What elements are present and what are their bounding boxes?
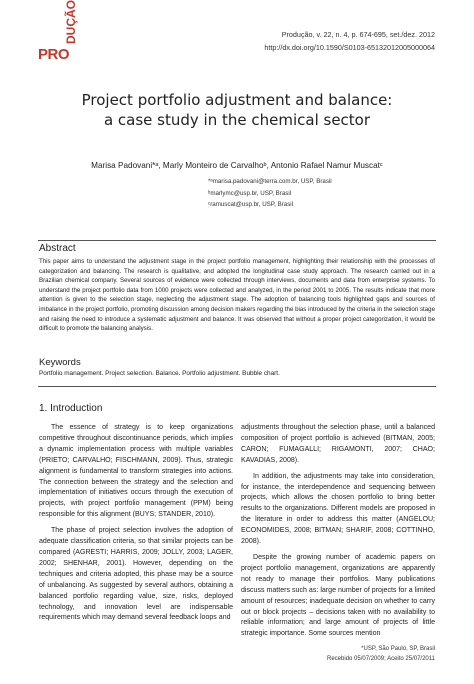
right-paragraph-3: Despite the growing number of academic papers on project portfolio management, organizations are apparently not ready to manage their portfolios. Many publications discuss matters such as: large number of projects for a limited amount of resources; inadequate decision on whether to carry out or block projects – decisions taken with no availability to reliable information; and large amount of projects of little strategic importance. Some sources mention <box>241 553 435 638</box>
affiliations <box>208 176 332 211</box>
abstract-text: This paper aims to understand the adjustment stage in the project portfolio management, highlighting their relationship with the processes of categorization and balancing. The research is qualitative, and adopted the longitudinal case study approach. The research carried out in a Brazilian chemical company. Several sources of evidence were collected through interviews, documents and data from enterprise systems. To understand the project portfolio data from 1000 projects were collected and analyzed, in the period 2001 to 2005. The results indicate that more attention is given to the selection stage, neglecting the adjustment stage. The adoption of balancing tools highlighted gaps and sources of imbalance in the project portfolio, promoting discussion among decision makers regarding the bias introduced by the criteria in the selection stage and raising the need to introduce a systematic adjustment and balance. It was observed that without a proper project categorization, it would be difficult to promote the balancing analysis. <box>39 258 435 333</box>
right-paragraph-2: In addition, the adjustments may take into consideration, for instance, the interdependence and sequencing between projects, which allows the chosen portfolio to bring better results to the organizations. Different models are proposed in the literature in order to address this matter (ANGELOU; ECONOMIDES, 2008; BITMAN; SHARIF, 2008; COTTINHO, 2008). <box>241 472 435 546</box>
section-heading-introduction: 1. Introduction <box>39 403 103 414</box>
footnote-dates: Recebido 05/07/2009; Aceito 25/07/2011 <box>327 655 435 662</box>
body-column-right <box>241 423 435 645</box>
doi-link[interactable]: http://dx.doi.org/10.1590/S0103-65132012005000064 <box>264 43 435 52</box>
left-paragraph-1: The essence of strategy is to keep organizations competitive throughout discontinuance periods, which implies a dynamic implementation process with multiple variables (PRIETO; CARVALHO; FISCHMANN, 2009). Thus, strategic alignment is fundamental to transform strategies into actions. The connection between the strategy and the selection and implementation of initiatives occurs through the execution of projects, with project portfolio management (PPM) being responsible for this alignment (BUYS; STANDER, 2010). <box>39 424 233 519</box>
title-line-2: a case study in the chemical sector <box>103 111 371 129</box>
abstract-bottom-rule <box>38 386 436 387</box>
author-list: Marisa Padovani*ᵃ, Marly Monteiro de Carvalhoᵇ, Antonio Rafael Namur Muscatᶜ <box>91 161 383 170</box>
journal-reference <box>264 28 435 54</box>
journal-citation: Produção, v. 22, n. 4, p. 674-695, set./dez. 2012 <box>281 30 435 39</box>
journal-logo <box>38 0 78 72</box>
keywords-heading: Keywords <box>39 357 81 368</box>
left-paragraph-2: The phase of project selection involves the adoption of adequate classification criteria, so that similar projects can be compared (AGRESTI; HARRIS, 2009; JOLLY, 2003; LAGER, 2002; SHENHAR, 2001). However, depending on the techniques and criteria adopted, this phase may be a source of unbalancing. As suggested by several authors, obtaining a balanced portfolio regarding value, size, risks, deployed technology, and innovation level are indispensable requirements which may demand several feedback loops and <box>39 527 233 622</box>
body-column-left <box>39 423 233 629</box>
logo-pro-text: PRO <box>38 46 70 63</box>
affiliation-c: ᶜramuscat@usp.br, USP, Brasil <box>208 201 294 208</box>
paper-title <box>0 90 474 130</box>
footnote-affiliation: *USP, São Paulo, SP, Brasil <box>361 646 435 652</box>
affiliation-a: *ᵃmarisa.padovani@terra.com.br, USP, Brasil <box>208 178 332 185</box>
affiliation-b: ᵇmarlymc@usp.br, USP, Brasil <box>208 189 292 197</box>
right-paragraph-1: adjustments throughout the selection phase, until a balanced composition of project portfolio is achieved (BITMAN, 2005; CARON; FUMAGALLI; RIGAMONTI, 2007; CHAO; KAVADIAS, 2008). <box>241 424 435 464</box>
abstract-top-rule <box>38 240 436 241</box>
logo-ducao-text: DUÇÃO <box>64 0 78 44</box>
footnote <box>327 645 435 664</box>
abstract-heading: Abstract <box>39 243 76 254</box>
title-line-1: Project portfolio adjustment and balance: <box>81 91 393 109</box>
keywords-text: Portfolio management. Project selection. Balance. Portfolio adjustment. Bubble chart. <box>39 370 280 377</box>
